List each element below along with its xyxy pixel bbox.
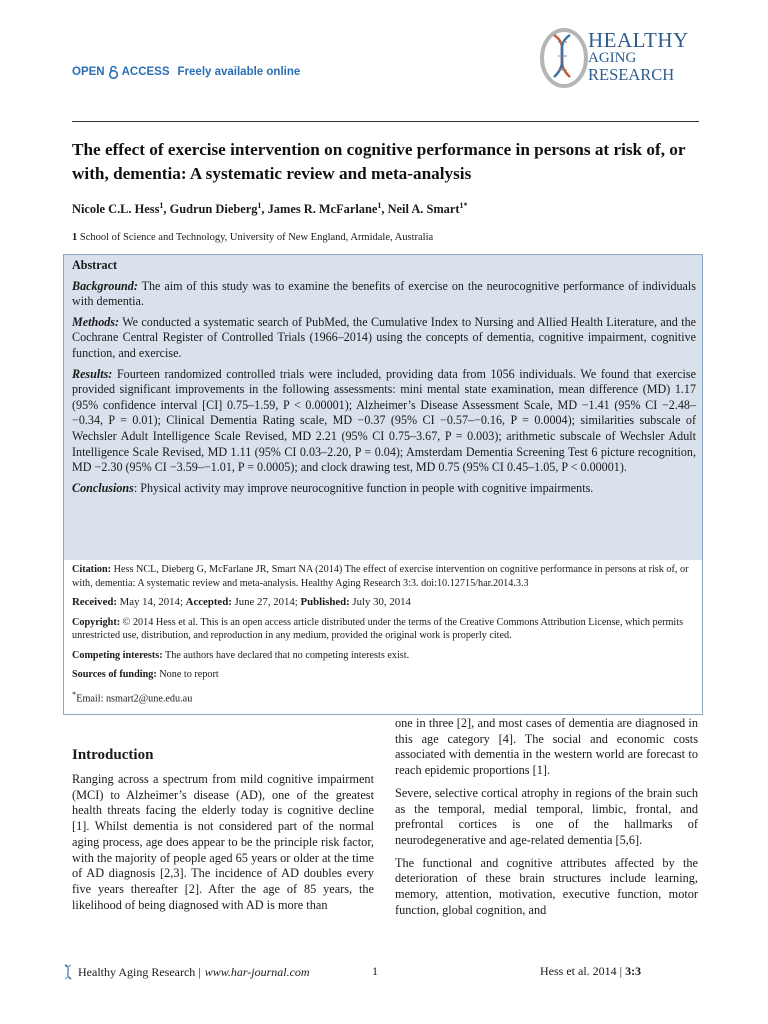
competing-label: Competing interests: bbox=[72, 649, 163, 661]
logo-research: RESEARCH bbox=[588, 65, 675, 84]
affiliation-text: School of Science and Technology, University of New England, Armidale, Australia bbox=[79, 232, 434, 243]
left-column bbox=[72, 772, 374, 913]
author-name: James R. McFarlane bbox=[267, 202, 378, 217]
results-label: Results: bbox=[72, 366, 113, 381]
footer-journal bbox=[62, 964, 310, 980]
author-name: Neil A. Smart bbox=[387, 202, 460, 217]
author-affil-mark: 1 bbox=[159, 201, 164, 210]
conclusions-label: Conclusions bbox=[72, 480, 134, 495]
open-access-lock-icon bbox=[108, 65, 119, 79]
received-label: Received: bbox=[72, 596, 117, 608]
access-label: ACCESS bbox=[121, 66, 170, 78]
abstract-methods bbox=[72, 315, 696, 362]
author-name: Gudrun Dieberg bbox=[169, 202, 258, 217]
article-info bbox=[72, 563, 696, 711]
citation-label: Citation: bbox=[72, 564, 112, 575]
conclusions-text: : Physical activity may improve neurocognitive function in people with cognitive impairments. bbox=[133, 480, 594, 495]
email-mark: * bbox=[72, 688, 77, 699]
dates bbox=[72, 596, 696, 610]
footer-volume: 3:3 bbox=[625, 964, 642, 978]
background-text: The aim of this study was to examine the benefits of exercise on the neurocognitive performance of individuals with dementia. bbox=[72, 278, 696, 309]
abstract-heading: Abstract bbox=[72, 258, 118, 272]
accepted-date: June 27, 2014; bbox=[234, 596, 298, 608]
journal-logo bbox=[538, 25, 698, 91]
footer-cite: Hess et al. 2014 | bbox=[540, 964, 623, 978]
published-label: Published: bbox=[300, 596, 350, 608]
page-number: 1 bbox=[372, 964, 378, 978]
article-title: The effect of exercise intervention on cognitive performance in persons at risk of, or with, dementia: A systematic review and meta-analysis bbox=[72, 140, 686, 183]
author-list: Nicole C.L. Hess$^1$, Gudrun Dieberg$^1$, James R. McFarlane$^1$, Neil A. Smart$^{1*}$ bbox=[72, 201, 468, 217]
citation-text: Hess NCL, Dieberg G, McFarlane JR, Smart NA (2014) The effect of exercise intervention on cognitive performance in persons at risk of, or with, dementia: A systematic review and meta-analysis. Healthy Aging Research 3:3. doi:10.12715/har.2014.3.3 bbox=[72, 564, 689, 589]
methods-text: We conducted a systematic search of PubMed, the Cumulative Index to Nursing and Allied Health Literature, and the Cochrane Central Register of Controlled Trials (1966–2014) using the concepts of dementia, cognitive impairment, cognitive function, and exercise. bbox=[72, 314, 696, 360]
footer-journal-name: Healthy Aging Research | bbox=[78, 964, 201, 979]
author-affil-mark: 1* bbox=[459, 201, 468, 210]
received-date: May 14, 2014; bbox=[119, 596, 183, 608]
logo-aging: AGING bbox=[588, 50, 637, 66]
funding-text: None to report bbox=[159, 669, 219, 680]
dna-helix-small-icon bbox=[62, 964, 74, 980]
header-divider bbox=[72, 121, 699, 122]
accepted-label: Accepted: bbox=[185, 596, 232, 608]
open-label: OPEN bbox=[72, 66, 105, 78]
email bbox=[72, 688, 696, 706]
right-paragraph-3: The functional and cognitive attributes affected by the deterioration of these brain structures include learning, memory, attention, motivation, executive function, motor function, global cognition, and bbox=[395, 855, 698, 917]
open-access-banner bbox=[72, 65, 300, 79]
methods-label: Methods: bbox=[72, 314, 120, 329]
intro-paragraph: Ranging across a spectrum from mild cognitive impairment (MCI) to Alzheimer’s disease (AD), one of the greatest health threats facing the elderly today is cognitive decline [1]. Whilst dementia is not considered part of the normal aging process, age does appear to be the principle risk factor, with the majority of people aged 65 years or older at the time of AD diagnosis [2,3]. The incidence of AD doubles every five years thereafter [2]. After the age of 85 years, the likelihood of being diagnosed with AD is more than bbox=[72, 772, 374, 912]
abstract-results bbox=[72, 367, 696, 476]
footer-citation bbox=[540, 964, 641, 979]
right-paragraph-1: one in three [2], and most cases of dementia are diagnosed in this age category [4]. The social and economic costs associated with dementia in the western world are forecast to reach epidemic proportions [1]. bbox=[395, 716, 698, 778]
footer-url[interactable]: www.har-journal.com bbox=[204, 964, 310, 979]
author-affil-mark: 1 bbox=[377, 201, 382, 210]
right-paragraph-2: Severe, selective cortical atrophy in regions of the brain such as the temporal, medial temporal, limbic, frontal, and prefrontal cortices is one of the hallmarks of neurodegenerative and age-related dementia [5,6]. bbox=[395, 785, 698, 847]
background-label: Background: bbox=[72, 278, 138, 293]
abstract bbox=[72, 258, 696, 501]
introduction-heading: Introduction bbox=[72, 747, 154, 763]
citation bbox=[72, 563, 696, 590]
funding-label: Sources of funding: bbox=[72, 669, 157, 680]
email-text[interactable]: Email: nsmart2@une.edu.au bbox=[76, 692, 193, 704]
funding bbox=[72, 668, 696, 682]
author-affil-mark: 1 bbox=[257, 201, 262, 210]
affiliation bbox=[72, 232, 433, 243]
copyright-text: © 2014 Hess et al. This is an open access article distributed under the terms of the Creative Commons Attribution License, which permits unrestricted use, distribution, and reproduction in any medium, provided the original work is properly cited. bbox=[72, 616, 684, 641]
copyright-label: Copyright: bbox=[72, 616, 121, 628]
right-column bbox=[395, 716, 698, 925]
affiliation-number: 1 bbox=[72, 232, 78, 243]
abstract-background bbox=[72, 279, 696, 310]
abstract-conclusions bbox=[72, 481, 696, 497]
freely-available-label: Freely available online bbox=[177, 66, 301, 78]
author-name: Nicole C.L. Hess bbox=[72, 202, 160, 217]
results-text: Fourteen randomized controlled trials were included, providing data from 1056 individuals. We found that exercise provided significant improvements in the following assessments: mini mental state examination, mean difference (MD) 1.17 (95% confidence interval [CI] 0.75–1.59, P < 0.00001); Alzheimer’s Disease Assessment Scale, MD −1.41 (95% CI −2.48–−0.34, P = 0.01); Clinical Dementia Rating scale, MD −0.37 (95% CI −0.57–−0.16, P = 0.0004); similarities subscale of Wechsler Adult Intelligence Scale Revised, MD 2.21 (95% CI 0.75–3.67, P = 0.003); arithmetic subscale of Wechsler Adult Intelligence Scale Revised, MD 1.11 (95% CI 0.03–2.20, P = 0.04); Amsterdam Dementia Screening Test 6 picture recognition, MD −2.30 (95% CI −3.59–−1.01, P = 0.0005); and clock drawing test, MD 0.75 (95% CI 0.45–1.05, P < 0.00001). bbox=[72, 366, 696, 475]
competing-interests bbox=[72, 649, 696, 663]
dna-helix-logo-icon bbox=[538, 25, 588, 91]
logo-healthy: HEALTHY bbox=[588, 28, 689, 52]
copyright bbox=[72, 616, 696, 643]
published-date: July 30, 2014 bbox=[352, 596, 411, 608]
competing-text: The authors have declared that no competing interests exist. bbox=[165, 649, 410, 661]
